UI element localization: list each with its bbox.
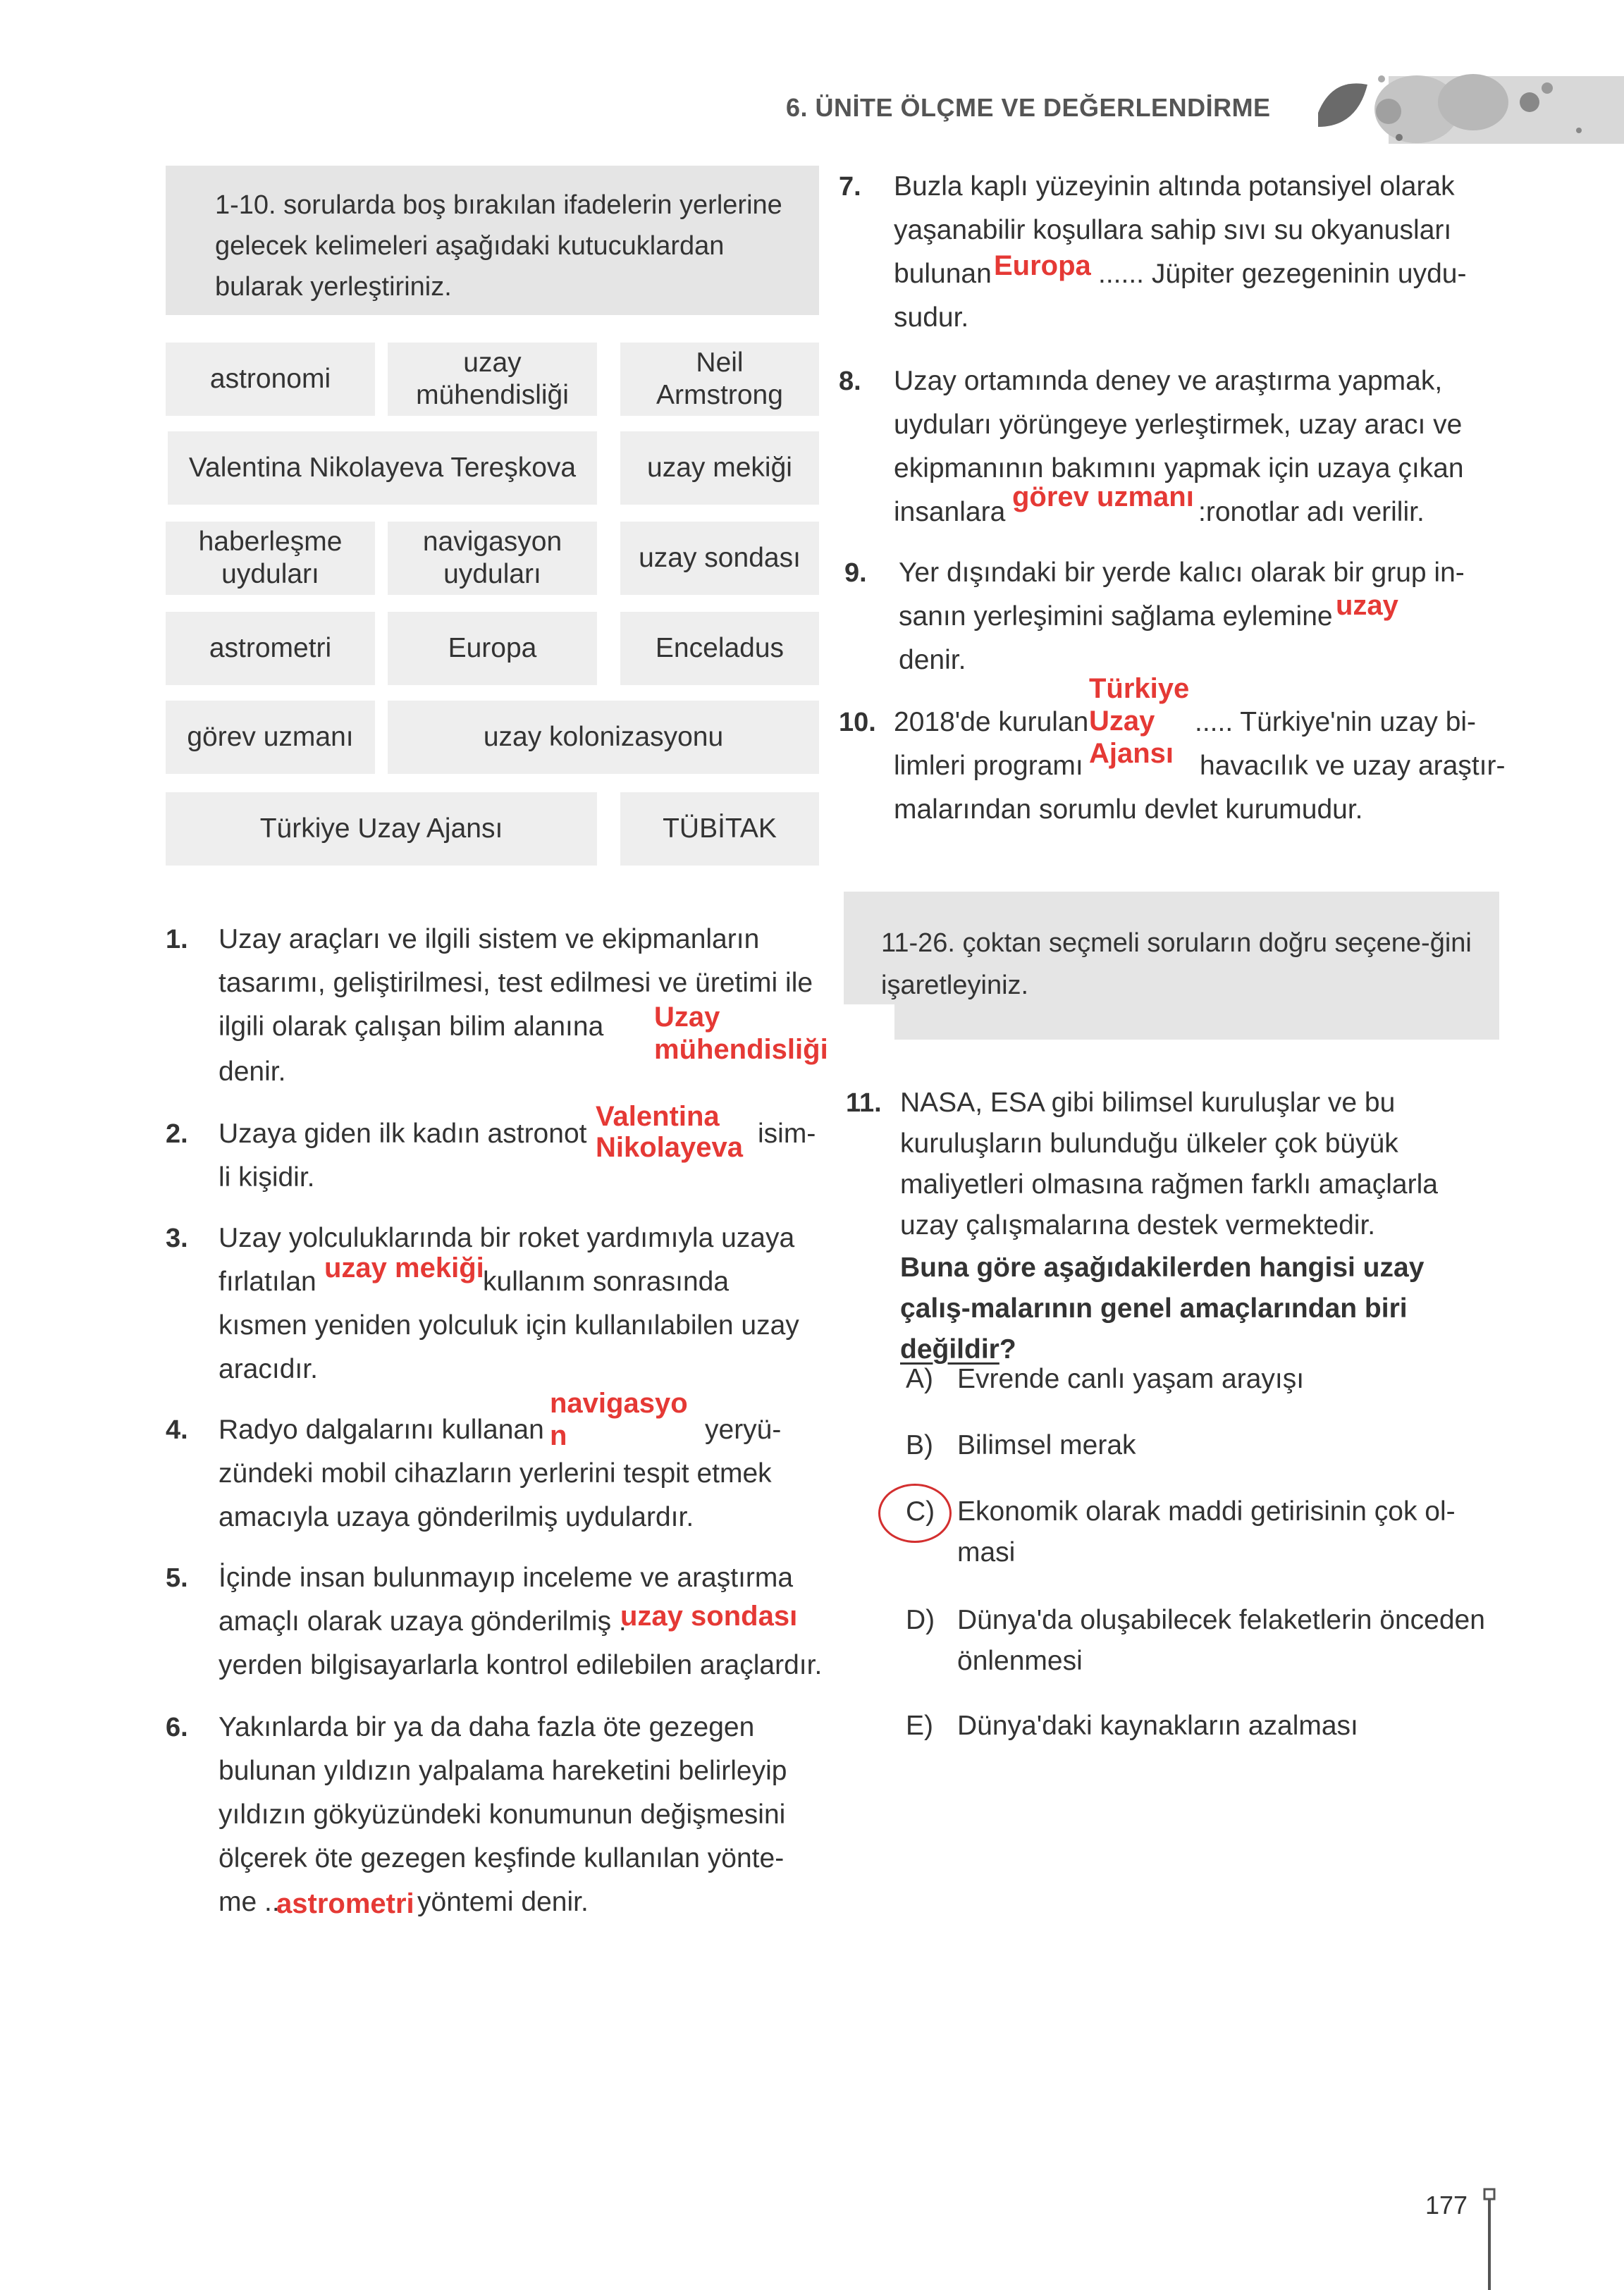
question-text: amaçlı olarak uzaya gönderilmiş . — [219, 1606, 627, 1637]
word-box: uzay sondası — [620, 522, 819, 595]
handwritten-answer: astrometri — [276, 1888, 414, 1919]
option-letter[interactable]: B) — [906, 1430, 933, 1460]
handwritten-answer: Europa — [994, 250, 1091, 281]
question-text: Uzay araçları ve ilgili sistem ve ekipmanların tasarımı, geliştirilmesi, test edilmesi ve üretimi ile ilgili olarak çalışan bilim alanına — [219, 924, 813, 1042]
question-text: ..... Türkiye'nin uzay bi- — [1195, 707, 1477, 737]
question-text: Uzay ortamında deney ve araştırma yapmak, — [894, 366, 1443, 396]
fill-instructions: 1-10. sorularda boş bırakılan ifadelerin yerlerine gelecek kelimeleri aşağıdaki kutucuklardan bularak yerleştiriniz. — [215, 190, 782, 302]
word-box: astronomi — [166, 343, 375, 416]
header-decoration — [1304, 70, 1624, 148]
word-box: TÜBİTAK — [620, 792, 819, 866]
question-text: denir. — [899, 645, 966, 675]
word-box: Valentina Nikolayeva Tereşkova — [168, 431, 597, 505]
question-text: yeryü- — [705, 1415, 782, 1445]
word-box: haberleşme uyduları — [166, 522, 375, 595]
question-text: yıldızın gökyüzündeki konumunun değişmesini — [219, 1799, 786, 1830]
question-text: yaşanabilir koşullara sahip sıvı su okyanusları — [894, 215, 1452, 245]
question-text: fırlatılan — [219, 1267, 316, 1297]
word-box: astrometri — [166, 612, 375, 685]
mc-instructions-notch — [844, 1004, 894, 1040]
handwritten-answer: uzay mekiği — [324, 1252, 484, 1283]
word-box: görev uzmanı — [166, 701, 375, 774]
handwritten-answer: görev uzmanı — [1012, 481, 1194, 512]
question-text: amacıyla uzaya gönderilmiş uydulardır. — [219, 1502, 694, 1532]
option-text: Evrende canlı yaşam arayışı — [957, 1364, 1305, 1394]
word-box: uzay mekiği — [620, 431, 819, 505]
page-number: 177 — [1425, 2191, 1468, 2220]
question-text: bulunan yıldızın yalpalama hareketini belirleyip — [219, 1756, 787, 1786]
option-letter[interactable]: D) — [906, 1605, 935, 1635]
question-number: 5. — [166, 1563, 188, 1593]
mc-instructions: 11-26. çoktan seçmeli soruların doğru seçene-ğini işaretleyiniz. — [881, 928, 1472, 1000]
question-number: 4. — [166, 1415, 188, 1445]
question-text: Uzaya giden ilk kadın astronot — [219, 1119, 587, 1149]
question-text: Yer dışındaki bir yerde kalıcı olarak bir grup in- — [899, 558, 1465, 588]
question-text: İçinde insan bulunmayıp inceleme ve araştırma — [219, 1563, 794, 1593]
question-prompt: Buna göre aşağıdakilerden hangisi uzay çalış-malarının genel amaçlarından biri değildir? — [900, 1252, 1425, 1365]
word-box: Türkiye Uzay Ajansı — [166, 792, 597, 866]
word-box: Europa — [388, 612, 597, 685]
question-text: 2018'de kurulan — [894, 707, 1089, 737]
question-text: yöntemi denir. — [417, 1887, 589, 1917]
question-text: zündeki mobil cihazların yerlerini tespit etmek — [219, 1458, 772, 1489]
option-text: Ekonomik olarak maddi getirisinin çok ol-masi — [957, 1496, 1456, 1568]
handwritten-answer: uzay — [1336, 590, 1398, 621]
question-text: ...... Jüpiter gezegeninin uydu- — [1098, 259, 1467, 289]
word-box: Enceladus — [620, 612, 819, 685]
question-text: aracıdır. — [219, 1354, 318, 1384]
question-number: 6. — [166, 1713, 188, 1742]
question-text: denir. — [219, 1057, 286, 1087]
question-number: 1. — [166, 925, 188, 954]
option-text: Dünya'daki kaynakların azalması — [957, 1711, 1358, 1741]
question-text: sudur. — [894, 302, 969, 333]
question-text: havacılık ve uzay araştır- — [1200, 751, 1506, 781]
handwritten-answer: Valentina Nikolayeva — [596, 1101, 744, 1163]
question-text: :ronotlar adı verilir. — [1198, 497, 1425, 527]
question-number: 2. — [166, 1119, 188, 1149]
option-letter[interactable]: A) — [906, 1364, 933, 1394]
question-text: Uzay yolculuklarında bir roket yardımıyla uzaya — [219, 1223, 795, 1253]
option-text: Bilimsel merak — [957, 1430, 1136, 1460]
question-text: uyduları yörüngeye yerleştirmek, uzay aracı ve — [894, 410, 1463, 440]
question-text: Buzla kaplı yüzeyinin altında potansiyel olarak — [894, 171, 1455, 202]
question-text: kısmen yeniden yolculuk için kullanılabilen uzay — [219, 1310, 799, 1341]
negation-word: değildir — [900, 1334, 999, 1365]
word-box: uzay kolonizasyonu — [388, 701, 819, 774]
question-text: ölçerek öte gezegen keşfinde kullanılan yönte- — [219, 1843, 785, 1873]
question-number: 11. — [846, 1088, 882, 1118]
question-text: sanın yerleşimini sağlama eylemine — [899, 601, 1333, 632]
question-text: yerden bilgisayarlarla kontrol edilebilen araçlardır. — [219, 1650, 823, 1680]
question-text: limleri programı — [894, 751, 1083, 781]
question-number: 8. — [839, 367, 861, 396]
word-box: Neil Armstrong — [620, 343, 819, 416]
question-text: ekipmanının bakımını yapmak için uzaya çıkan — [894, 453, 1464, 484]
option-text: Dünya'da oluşabilecek felaketlerin önceden önlenmesi — [957, 1605, 1485, 1676]
question-text: kullanım sonrasında — [483, 1267, 730, 1297]
question-text: me .. — [219, 1887, 280, 1917]
option-letter[interactable]: E) — [906, 1711, 933, 1741]
question-number: 9. — [844, 558, 867, 588]
question-text: isim- — [758, 1119, 816, 1149]
question-text: Yakınlarda bir ya da daha fazla öte gezegen — [219, 1712, 755, 1742]
question-text: insanlara — [894, 497, 1006, 527]
word-box: uzay mühendisliği — [388, 343, 597, 416]
question-text: li kişidir. — [219, 1162, 315, 1193]
question-text: Radyo dalgalarını kullanan — [219, 1415, 544, 1445]
handwritten-answer: uzay sondası — [620, 1601, 798, 1632]
option-letter[interactable]: C) — [906, 1496, 935, 1527]
handwritten-answer: Uzay mühendisliği — [654, 1002, 828, 1065]
handwritten-answer: navigasyon — [550, 1388, 688, 1451]
unit-title: 6. ÜNİTE ÖLÇME VE DEĞERLENDİRME — [786, 93, 1271, 122]
question-text: bulunan — [894, 259, 992, 289]
question-text: NASA, ESA gibi bilimsel kuruluşlar ve bu kuruluşların bulunduğu ülkeler çok büyük maliyetleri olmasına rağmen farklı amaçlarla uzay çalışmalarına destek vermektedir. — [900, 1088, 1438, 1241]
handwritten-answer: Türkiye Uzay Ajansı — [1089, 673, 1190, 769]
word-box: navigasyon uyduları — [388, 522, 597, 595]
question-number: 7. — [839, 172, 861, 202]
question-number: 10. — [839, 708, 876, 737]
page-marker — [1480, 2185, 1501, 2290]
question-number: 3. — [166, 1224, 188, 1253]
question-text: malarından sorumlu devlet kurumudur. — [894, 794, 1363, 825]
